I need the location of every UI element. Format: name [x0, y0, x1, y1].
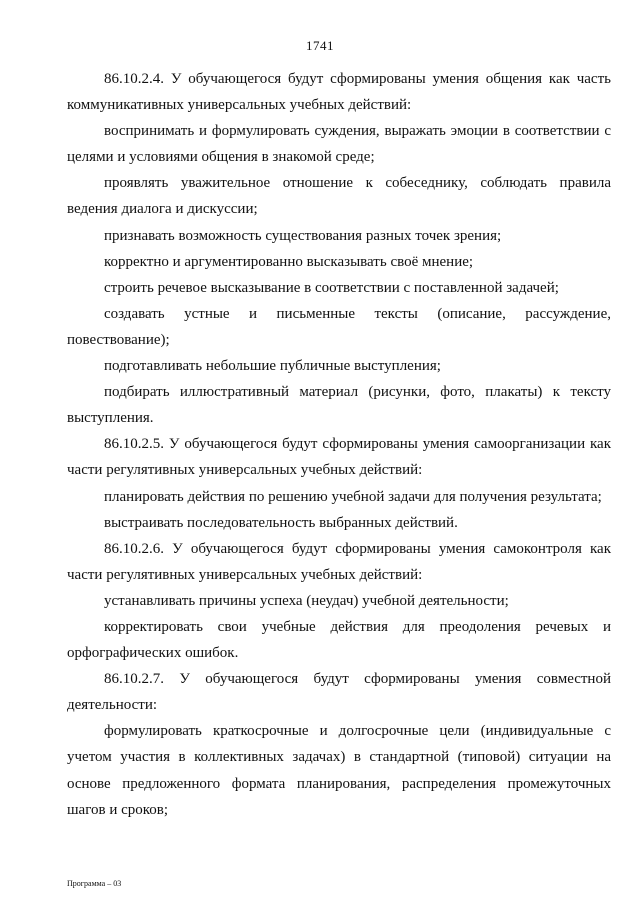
document-body: [67, 66, 611, 823]
section-heading-86-10-2-7: 86.10.2.7. У обучающегося будут сформированы умения совместной деятельности:: [67, 671, 611, 714]
list-item: планировать действия по решению учебной задачи для получения результата;: [104, 488, 602, 505]
list-item: выстраивать последовательность выбранных действий.: [104, 514, 458, 531]
list-item: подбирать иллюстративный материал (рисунки, фото, плакаты) к тексту выступления.: [67, 384, 611, 427]
list-item: корректировать свои учебные действия для преодоления речевых и орфографических ошибок.: [67, 618, 611, 662]
list-item: корректно и аргументированно высказывать своё мнение;: [104, 253, 474, 270]
section-heading-86-10-2-5: 86.10.2.5. У обучающегося будут сформированы умения самоорганизации как части регулятивных универсальных учебных действий:: [67, 436, 611, 479]
list-item: формулировать краткосрочные и долгосрочные цели (индивидуальные с учетом участия в коллективных задачах) в стандартной (типовой) ситуации на основе предложенного формата планирования, распределения промежуточных шагов и сроков;: [67, 723, 611, 818]
section-heading-86-10-2-4: 86.10.2.4. У обучающегося будут сформированы умения общения как часть коммуникативных универсальных учебных действий:: [67, 71, 611, 114]
page-footer: Программа – 03: [67, 879, 122, 888]
list-item: воспринимать и формулировать суждения, выражать эмоции в соответствии с целями и условиями общения в знакомой среде;: [67, 123, 611, 166]
list-item: признавать возможность существования разных точек зрения;: [104, 227, 502, 244]
list-item: строить речевое высказывание в соответствии с поставленной задачей;: [104, 279, 559, 296]
list-item: подготавливать небольшие публичные выступления;: [104, 358, 441, 375]
page-number: 1741: [306, 38, 334, 53]
list-item: создавать устные и письменные тексты (описание, рассуждение, повествование);: [67, 305, 611, 348]
list-item: устанавливать причины успеха (неудач) учебной деятельности;: [104, 592, 509, 609]
section-heading-86-10-2-6: 86.10.2.6. У обучающегося будут сформированы умения самоконтроля как части регулятивных универсальных учебных действий:: [67, 540, 611, 583]
list-item: проявлять уважительное отношение к собеседнику, соблюдать правила ведения диалога и дискуссии;: [67, 175, 611, 218]
